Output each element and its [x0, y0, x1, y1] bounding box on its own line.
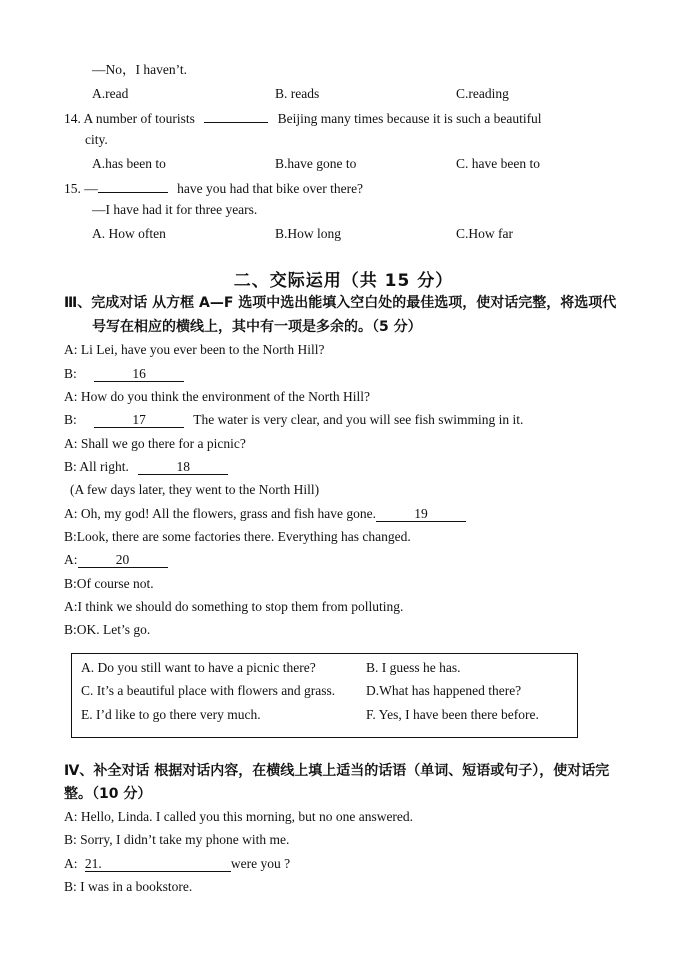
answer-blank-20[interactable] — [78, 553, 168, 568]
part4-instruction-line2: 整。（10 分） — [64, 786, 152, 802]
speaker-label: A: — [64, 856, 78, 871]
blank-number-18: 18 — [176, 459, 191, 474]
answer-blank-16[interactable] — [94, 367, 184, 382]
q15-stem — [64, 178, 363, 198]
dialogue-line-2 — [64, 365, 184, 383]
part4-line-2: B: Sorry, I didn’t take my phone with me. — [64, 832, 290, 847]
part4-line-4: B: I was in a bookstore. — [64, 879, 193, 894]
dialogue-line-4 — [64, 411, 523, 429]
speaker-label: A: — [64, 552, 78, 567]
q15-option-c: C.How far — [456, 226, 513, 241]
q14-option-b: B.have gone to — [275, 156, 357, 171]
dialogue-line-5: A: Shall we go there for a picnic? — [64, 436, 246, 451]
box-option-d: D.What has happened there? — [366, 683, 522, 698]
dialogue-line-10 — [64, 551, 168, 569]
dialogue-line-13: B:OK. Let’s go. — [64, 622, 151, 637]
part3-instruction-line1: Ⅲ、完成对话 从方框 A—F 选项中选出能填入空白处的最佳选项，使对话完整，将选项代 — [64, 295, 617, 311]
q15-option-b: B.How long — [275, 226, 342, 241]
q13-option-c: C.reading — [456, 86, 509, 101]
dialogue-line-7: (A few days later, they went to the North Hill) — [70, 482, 320, 497]
q14-stem — [64, 108, 542, 128]
answer-blank-21[interactable] — [85, 857, 231, 872]
blank-number-19: 19 — [414, 506, 428, 521]
answer-blank-19[interactable] — [376, 507, 466, 522]
box-option-f: F. Yes, I have been there before. — [366, 707, 539, 722]
box-option-a: A. Do you still want to have a picnic there? — [81, 660, 316, 675]
blank-number-16: 16 — [132, 366, 146, 381]
part3-instruction-line2: 号写在相应的横线上，其中有一项是多余的。（5 分） — [92, 319, 422, 335]
dialogue-line-8 — [64, 505, 466, 523]
dialogue-line-3: A: How do you think the environment of the North Hill? — [64, 389, 370, 404]
dialogue-line-6-text: B: All right. — [64, 459, 129, 474]
q15-stem-b: have you had that bike over there? — [177, 181, 364, 196]
part4-line-3-text: were you ? — [230, 856, 291, 871]
q13-option-a: A.read — [92, 86, 129, 101]
speaker-label: B: — [64, 366, 77, 381]
box-option-b: B. I guess he has. — [366, 660, 461, 675]
q13-option-b: B. reads — [275, 86, 320, 101]
box-option-c: C. It’s a beautiful place with flowers and grass. — [81, 683, 336, 698]
q14-option-c: C. have been to — [456, 156, 540, 171]
q15-stem-a: 15. — — [64, 181, 98, 196]
blank-number-21: 21. — [84, 856, 102, 871]
q14-stem-a: 14. A number of tourists — [64, 111, 195, 126]
box-option-e: E. I’d like to go there very much. — [81, 707, 261, 722]
part4-line-3 — [64, 855, 290, 873]
answer-blank-17[interactable] — [94, 413, 184, 428]
q14-blank[interactable] — [204, 108, 268, 123]
part4-line-1: A: Hello, Linda. I called you this morning, but no one answered. — [64, 809, 414, 824]
q14-option-a: A.has been to — [92, 156, 166, 171]
dialogue-line-8-text: A: Oh, my god! All the flowers, grass and fish have gone. — [64, 506, 376, 521]
section-title: 二、交际运用（共 15 分） — [233, 271, 454, 291]
dialogue-line-1: A: Li Lei, have you ever been to the North Hill? — [64, 342, 325, 357]
q14-stem-cont: city. — [85, 132, 108, 147]
q14-stem-b: Beijing many times because it is such a beautiful — [277, 111, 542, 126]
dialogue-line-11: B:Of course not. — [64, 576, 154, 591]
q15-blank[interactable] — [98, 178, 168, 193]
q13-reply: —No，I haven’t. — [92, 62, 187, 77]
blank-number-20: 20 — [115, 552, 130, 567]
part4-instruction-line1: Ⅳ、补全对话 根据对话内容，在横线上填上适当的话语（单词、短语或句子），使对话完 — [64, 763, 610, 779]
answer-blank-18[interactable] — [138, 460, 228, 475]
dialogue-line-12: A:I think we should do something to stop them from polluting. — [64, 599, 404, 614]
q15-option-a: A. How often — [92, 226, 166, 241]
dialogue-line-6 — [64, 458, 228, 476]
blank-number-17: 17 — [132, 412, 146, 427]
dialogue-line-9: B:Look, there are some factories there. Everything has changed. — [64, 529, 411, 544]
q15-reply: —I have had it for three years. — [92, 202, 258, 217]
dialogue-line-4-text: The water is very clear, and you will see fish swimming in it. — [193, 412, 524, 427]
speaker-label: B: — [64, 412, 77, 427]
